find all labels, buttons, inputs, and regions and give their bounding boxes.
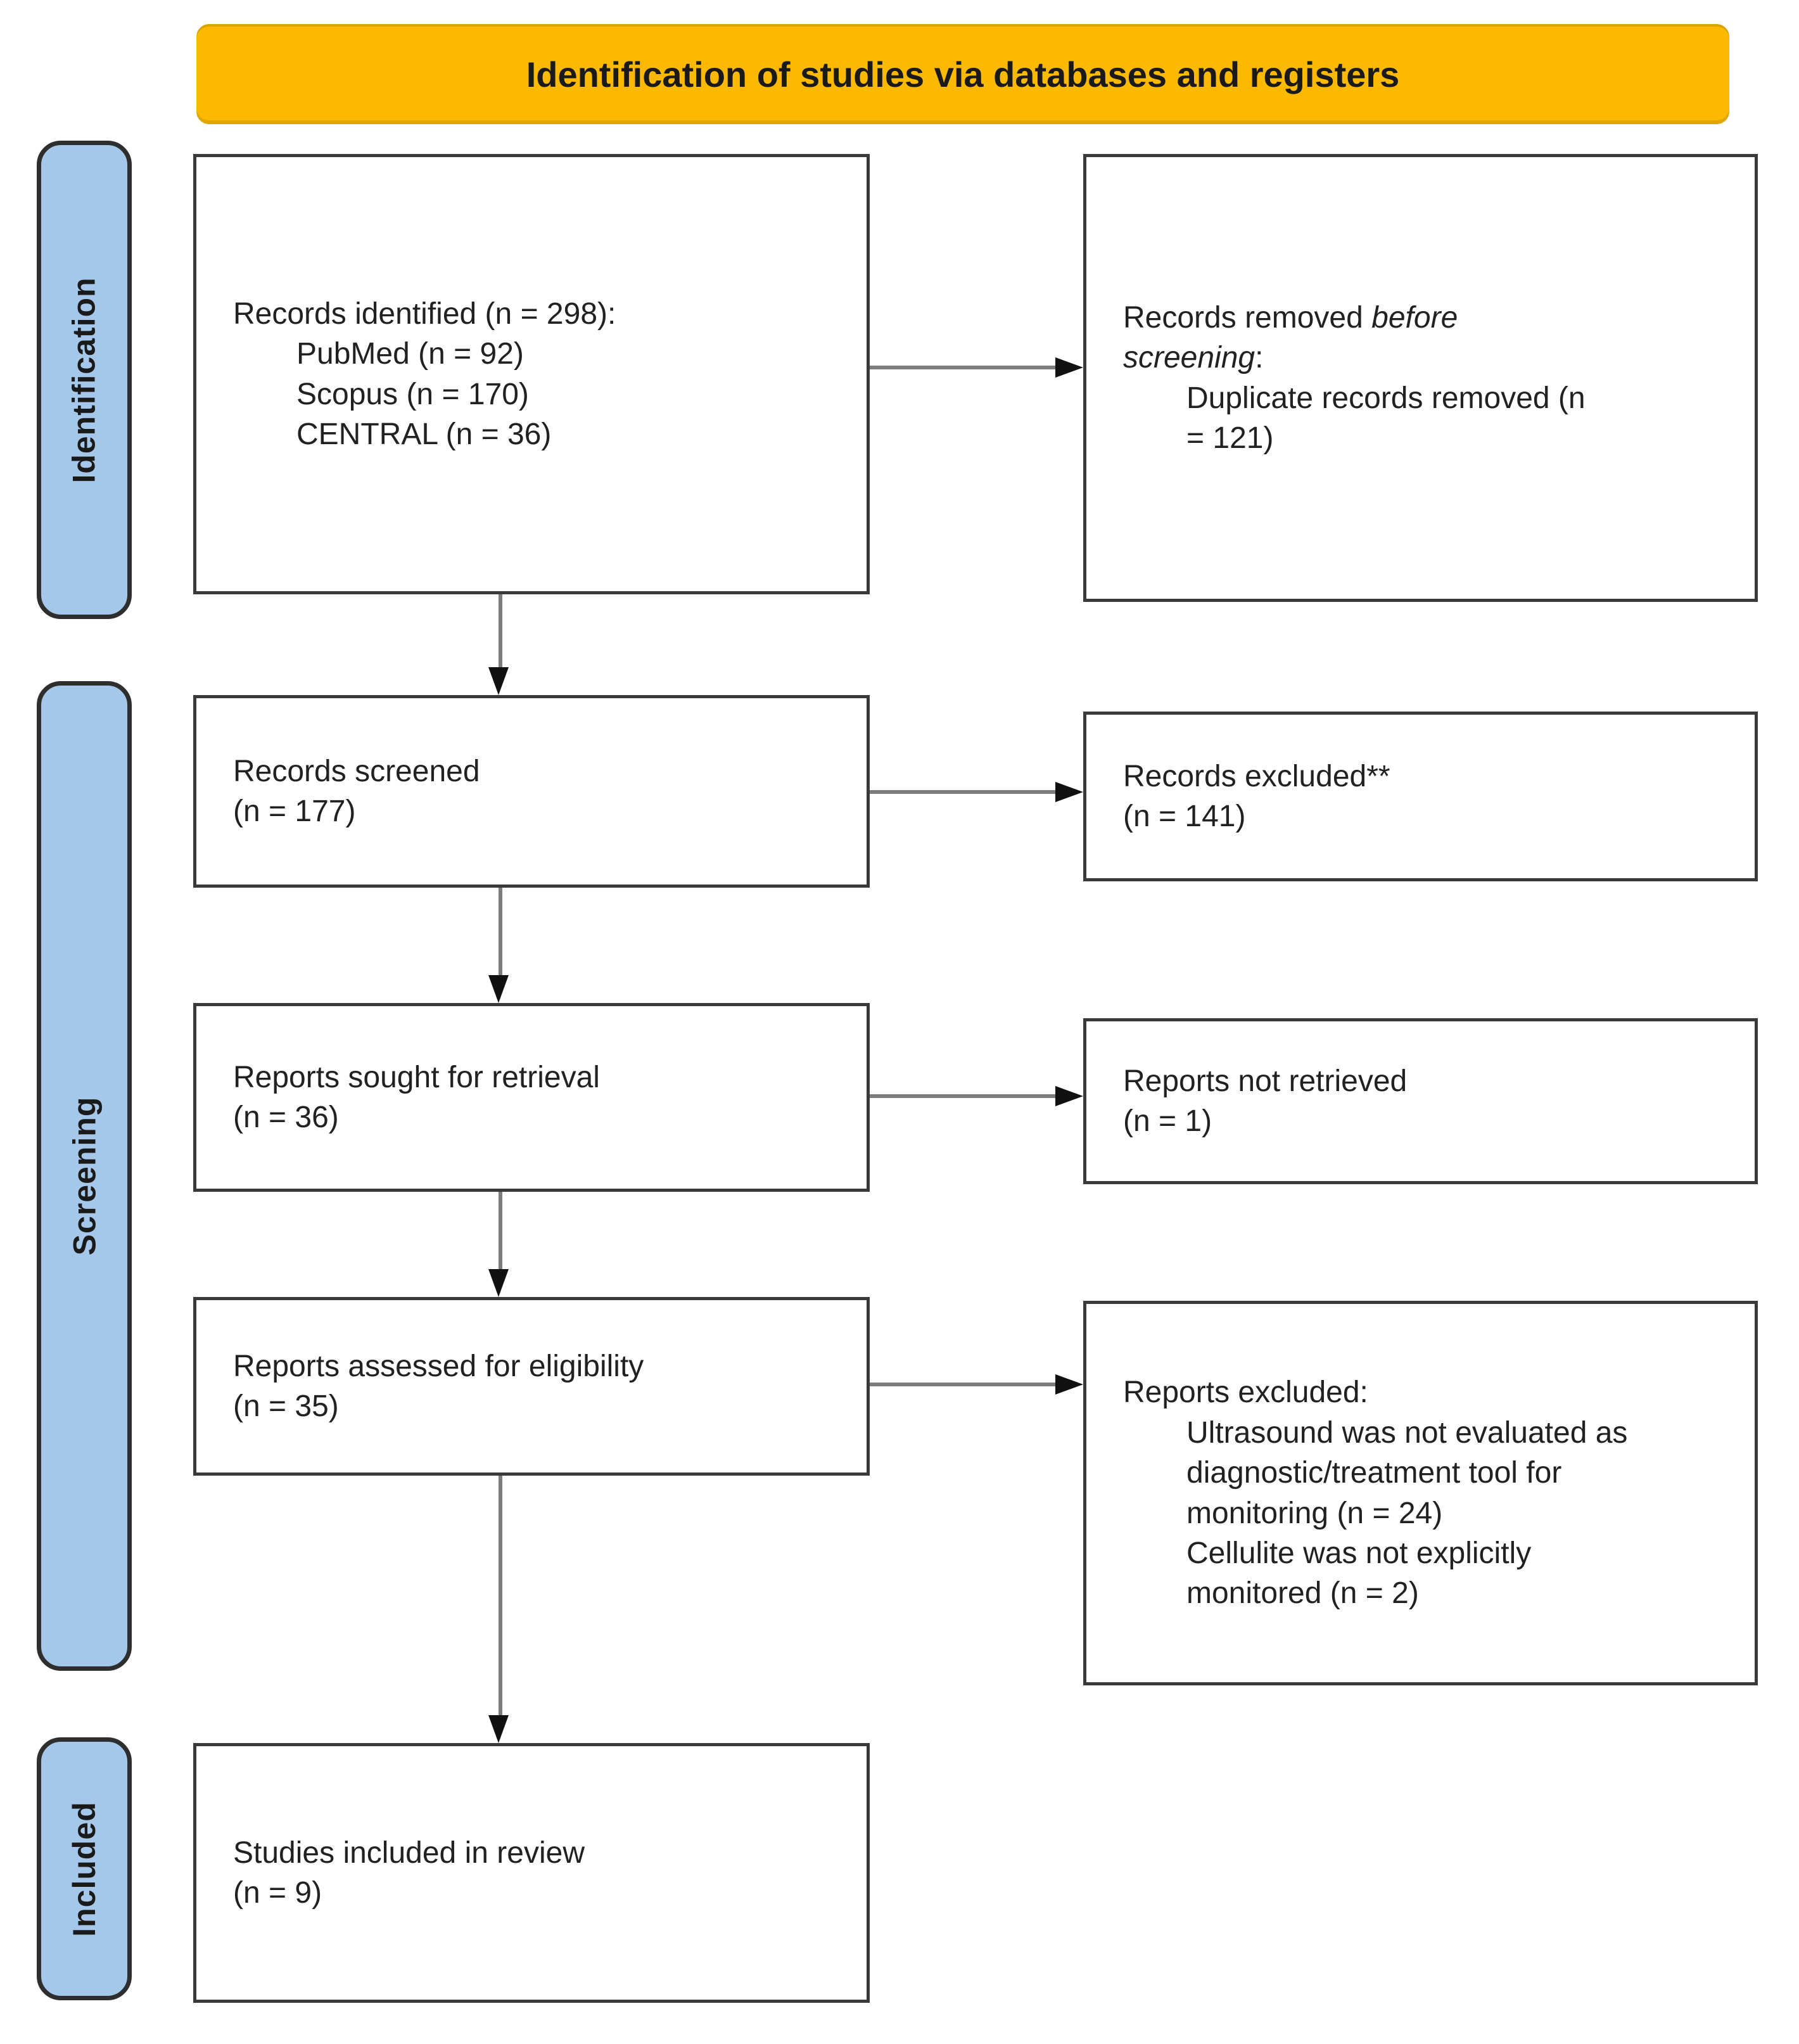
arrow-sought-to-assessed-head — [488, 1269, 509, 1297]
arrow-screened-to-sought-head — [488, 975, 509, 1003]
box-reports-not-retrieved: Reports not retrieved (n = 1) — [1083, 1018, 1758, 1184]
box-title: Reports excluded: — [1123, 1376, 1368, 1410]
box-records-removed — [1083, 154, 1758, 602]
box-reports-excluded — [1083, 1301, 1758, 1685]
box-item: Cellulite was not explicitly monitored (n = 2) — [1186, 1536, 1532, 1611]
box-item: Duplicate records removed (n = 121) — [1186, 381, 1586, 455]
box-reports-sought: Reports sought for retrieval (n = 36) — [193, 1003, 870, 1192]
arrow-identified-to-removed-line — [870, 366, 1055, 369]
stage-identification — [37, 141, 132, 619]
arrow-screened-to-excluded-line — [870, 790, 1055, 794]
box-item: Ultrasound was not evaluated as diagnostic/treatment tool for monitoring (n = 24) — [1186, 1415, 1628, 1530]
stage-included — [37, 1737, 132, 2000]
arrow-sought-to-notretrieved-head — [1055, 1086, 1083, 1106]
banner-title: Identification of studies via databases and registers — [526, 54, 1400, 94]
box-records-screened: Records screened (n = 177) — [193, 695, 870, 888]
stage-label-included: Included — [67, 1801, 103, 1937]
stage-screening — [37, 681, 132, 1671]
italic-phrase: before screening — [1123, 300, 1458, 375]
arrow-assessed-to-included-line — [499, 1476, 502, 1715]
box-item: Scopus (n = 170) — [296, 377, 529, 411]
box-item: CENTRAL (n = 36) — [296, 417, 552, 451]
stage-label-screening: Screening — [67, 1096, 102, 1256]
arrow-identified-to-removed-head — [1055, 357, 1083, 378]
box-records-identified — [193, 154, 870, 594]
box-reports-assessed: Reports assessed for eligibility (n = 35) — [193, 1297, 870, 1476]
arrow-identified-to-screened-line — [499, 594, 502, 667]
arrow-assessed-to-reportsexcluded-line — [870, 1383, 1055, 1386]
box-title: Records removed before screening: — [1123, 300, 1458, 375]
stage-label-identification: Identification — [67, 276, 103, 483]
box-item: PubMed (n = 92) — [296, 337, 524, 371]
box-title: Records identified (n = 298): — [233, 297, 616, 331]
arrow-identified-to-screened-head — [488, 667, 509, 695]
box-records-excluded: Records excluded** (n = 141) — [1083, 712, 1758, 881]
box-studies-included: Studies included in review (n = 9) — [193, 1743, 870, 2003]
arrow-assessed-to-included-head — [488, 1715, 509, 1743]
arrow-screened-to-sought-line — [499, 888, 502, 975]
arrow-sought-to-notretrieved-line — [870, 1094, 1055, 1098]
banner — [196, 24, 1729, 124]
arrow-screened-to-excluded-head — [1055, 782, 1083, 802]
arrow-assessed-to-reportsexcluded-head — [1055, 1374, 1083, 1395]
arrow-sought-to-assessed-line — [499, 1192, 502, 1269]
